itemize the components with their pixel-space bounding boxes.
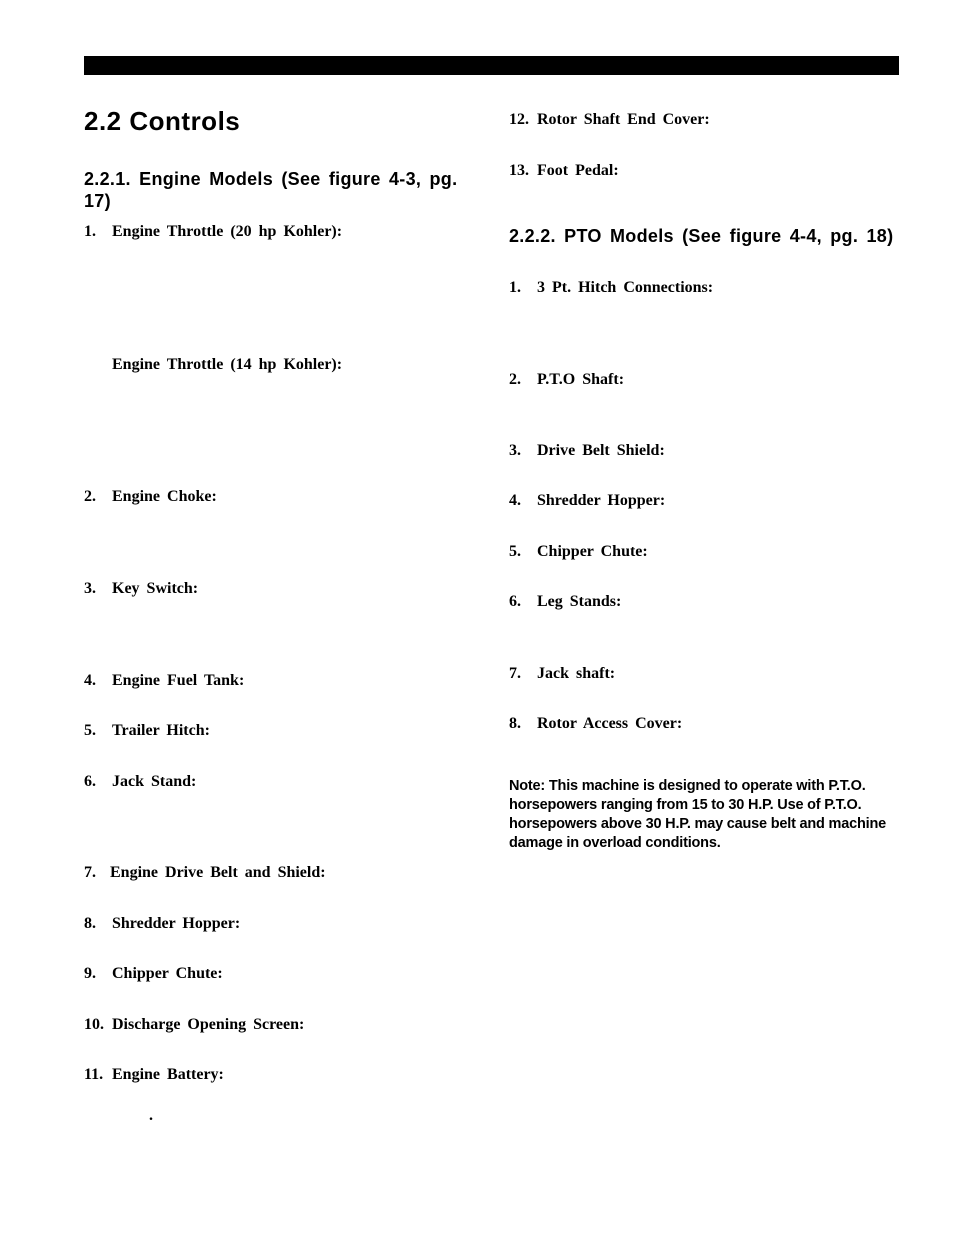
pto-item-1: 1. 3 Pt. Hitch Connections: bbox=[509, 279, 714, 296]
engine-item-9: 9. Chipper Chute: bbox=[84, 965, 223, 982]
engine-item-2: 2. Engine Choke: bbox=[84, 488, 217, 505]
engine-item-4: 4. Engine Fuel Tank: bbox=[84, 672, 245, 689]
stray-period: . bbox=[149, 1107, 153, 1124]
engine-item-12: 12. Rotor Shaft End Cover: bbox=[509, 111, 710, 128]
engine-item-3: 3. Key Switch: bbox=[84, 580, 199, 597]
pto-models-heading: 2.2.2. PTO Models (See figure 4-4, pg. 18) bbox=[509, 226, 894, 246]
pto-item-5: 5. Chipper Chute: bbox=[509, 543, 648, 560]
engine-item-11: 11. Engine Battery: bbox=[84, 1066, 224, 1083]
pto-item-7: 7. Jack shaft: bbox=[509, 665, 616, 682]
engine-item-6: 6. Jack Stand: bbox=[84, 773, 197, 790]
engine-item-13: 13. Foot Pedal: bbox=[509, 162, 619, 179]
pto-item-6: 6. Leg Stands: bbox=[509, 593, 622, 610]
horsepower-note: Note: This machine is designed to operate with P.T.O. horsepowers ranging from 15 to 30 H.P. Use of P.T.O. horsepowers above 30 H.P. may cause belt and machine damage in overload conditions. bbox=[509, 778, 886, 851]
engine-item-10: 10. Discharge Opening Screen: bbox=[84, 1016, 305, 1033]
engine-item-7: 7. Engine Drive Belt and Shield: bbox=[84, 864, 326, 881]
engine-models-heading: 2.2.1. Engine Models (See figure 4-3, pg. 17) bbox=[84, 169, 458, 211]
pto-item-4: 4. Shredder Hopper: bbox=[509, 492, 666, 509]
pto-item-2: 2. P.T.O Shaft: bbox=[509, 371, 625, 388]
pto-item-3: 3. Drive Belt Shield: bbox=[509, 442, 665, 459]
header-rule bbox=[84, 56, 899, 75]
engine-item-8: 8. Shredder Hopper: bbox=[84, 915, 241, 932]
engine-item-1b: Engine Throttle (14 hp Kohler): bbox=[112, 356, 343, 373]
engine-item-5: 5. Trailer Hitch: bbox=[84, 722, 210, 739]
pto-item-8: 8. Rotor Access Cover: bbox=[509, 715, 683, 732]
section-title: 2.2 Controls bbox=[84, 106, 241, 136]
engine-item-1: 1. Engine Throttle (20 hp Kohler): bbox=[84, 223, 343, 240]
